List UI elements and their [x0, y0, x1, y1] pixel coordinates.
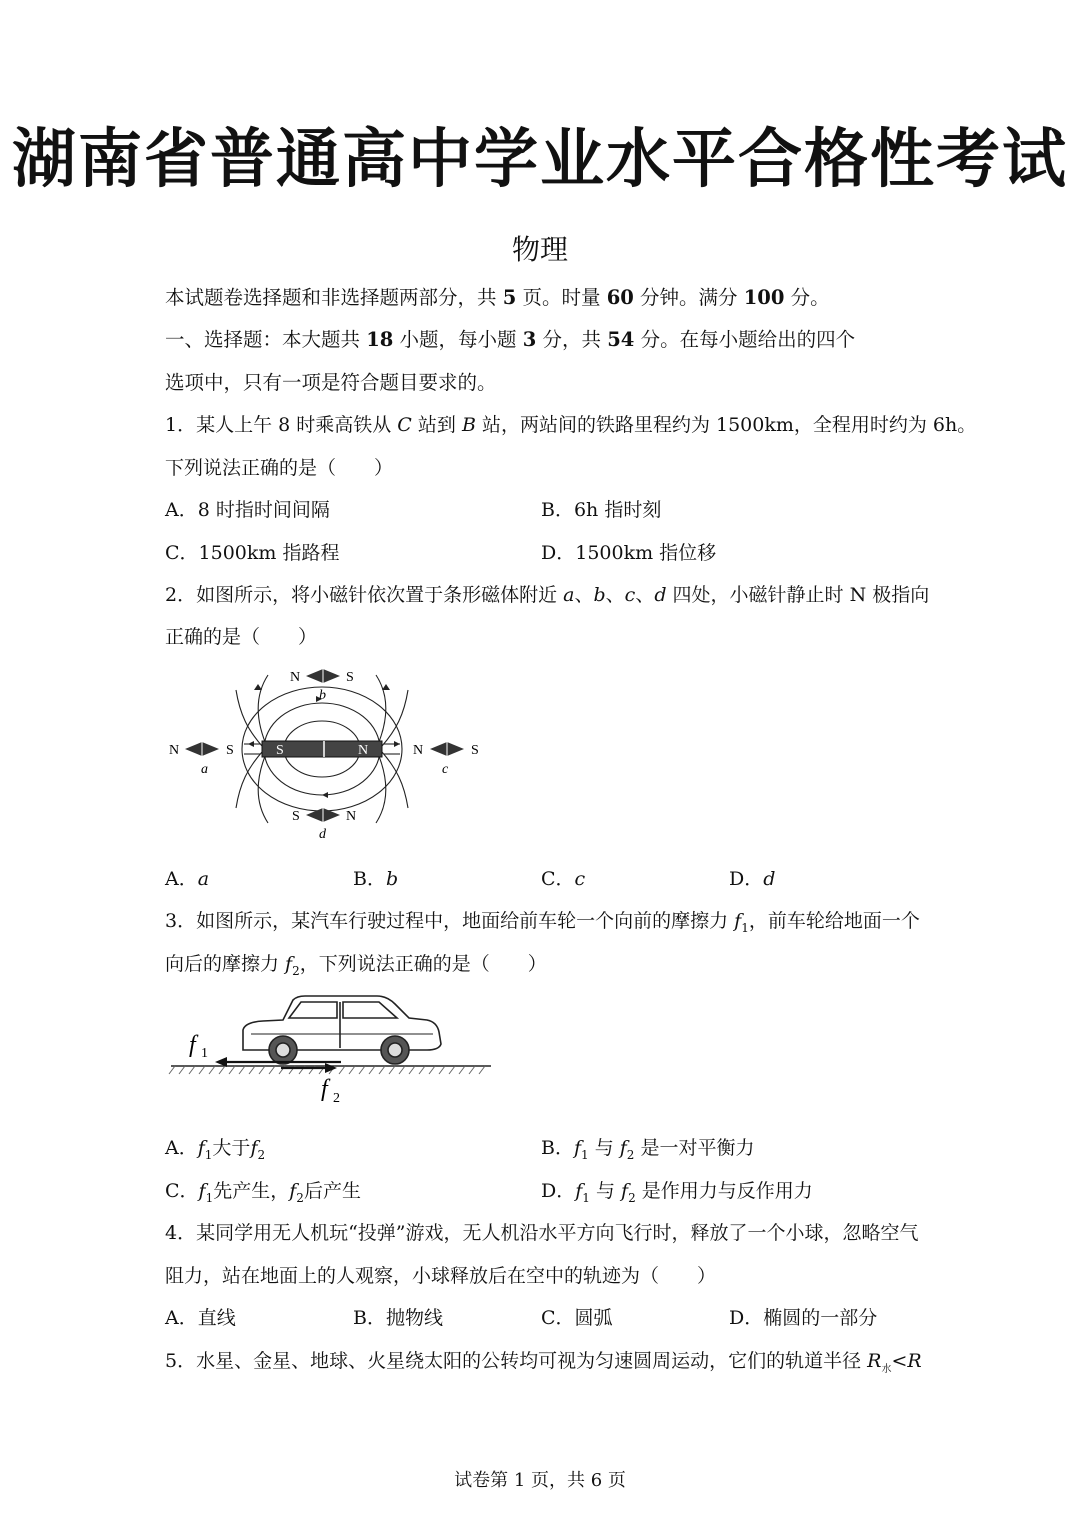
- svg-text:S: S: [292, 809, 300, 824]
- intro-line-1: 本试题卷选择题和非选择题两部分，共 5 页。时量 60 分钟。满分 100 分。: [165, 286, 830, 309]
- svg-text:N: N: [290, 670, 301, 685]
- svg-text:a: a: [201, 762, 208, 777]
- question-3-stem-2: 向后的摩擦力 $f_2$，下列说法正确的是（ ）: [165, 953, 547, 978]
- question-4-stem: 4．某同学用无人机玩“投弹”游戏，无人机沿水平方向飞行时，释放了一个小球，忽略空气: [165, 1222, 919, 1244]
- question-4-stem-2: 阻力，站在地面上的人观察，小球释放后在空中的轨迹为（ ）: [165, 1265, 717, 1287]
- question-3-stem: 3．如图所示，某汽车行驶过程中，地面给前车轮一个向前的摩擦力 $f_1$，前车轮给地面一个: [165, 910, 920, 935]
- svg-text:b: b: [319, 688, 326, 703]
- question-2-stem: 2．如图所示，将小磁针依次置于条形磁体附近 a、b、c、d 四处，小磁针静止时 N 极指向: [165, 584, 930, 606]
- magnet-n-label: N: [358, 743, 369, 758]
- f1-label: f: [189, 1032, 196, 1058]
- svg-text:S: S: [226, 743, 234, 758]
- magnet-n-half: [324, 741, 382, 757]
- magnet-s-label: S: [276, 743, 284, 758]
- svg-text:d: d: [319, 827, 326, 842]
- exam-title: 湖南省普通高中学业水平合格性考试: [12, 122, 1068, 197]
- q2-option-a[interactable]: A．a: [165, 868, 210, 890]
- q3-option-c[interactable]: C．$f_1$先产生，$f_2$后产生: [165, 1180, 361, 1205]
- section-heading-line-1: 一、选择题：本大题共 18 小题，每小题 3 分，共 54 分。在每小题给出的四个: [165, 328, 856, 351]
- q3-option-b[interactable]: B．$f_1$ 与 $f_2$ 是一对平衡力: [541, 1137, 755, 1162]
- magnet-s-half: [262, 741, 324, 757]
- f1-subscript: 1: [201, 1046, 208, 1061]
- q2-option-d[interactable]: D．d: [729, 868, 776, 890]
- q3-option-a[interactable]: A．$f_1$大于$f_2$: [165, 1137, 266, 1162]
- svg-text:S: S: [471, 743, 479, 758]
- svg-text:c: c: [442, 762, 449, 777]
- needle-c: [413, 742, 479, 777]
- needle-d: [292, 808, 356, 842]
- subject-heading: 物理: [511, 233, 568, 266]
- q1-option-b[interactable]: B．6h 指时刻: [541, 499, 662, 521]
- question-1-stem: 1．某人上午 8 时乘高铁从 C 站到 B 站，两站间的铁路里程约为 1500km，全程用时约为 6h。: [165, 414, 977, 436]
- svg-text:N: N: [346, 809, 357, 824]
- q1-option-d[interactable]: D．1500km 指位移: [541, 542, 717, 564]
- magnet-field-figure: [160, 660, 500, 845]
- svg-text:S: S: [346, 670, 354, 685]
- question-1-stem-2: 下列说法正确的是（ ）: [165, 457, 394, 479]
- car-icon: [243, 996, 441, 1064]
- f2-subscript: 2: [333, 1091, 340, 1106]
- question-5-stem: 5．水星、金星、地球、火星绕太阳的公转均可视为匀速圆周运动，它们的轨道半径 $R_水<R$: [165, 1350, 922, 1375]
- q2-option-b[interactable]: B．b: [353, 868, 399, 890]
- svg-text:N: N: [413, 743, 424, 758]
- page-footer: 试卷第 1 页，共 6 页: [454, 1470, 626, 1491]
- needle-b: [290, 669, 354, 703]
- question-2-stem-2: 正确的是（ ）: [165, 626, 318, 648]
- q3-option-d[interactable]: D．$f_1$ 与 $f_2$ 是作用力与反作用力: [541, 1180, 813, 1205]
- f2-label: f: [321, 1076, 328, 1102]
- q1-option-c[interactable]: C．1500km 指路程: [165, 542, 340, 564]
- q4-option-c[interactable]: C．圆弧: [541, 1307, 613, 1329]
- car-friction-figure: [165, 990, 495, 1108]
- needle-a: [169, 742, 234, 777]
- q4-option-a[interactable]: A．直线: [165, 1307, 236, 1329]
- f2-arrow: [281, 1063, 337, 1073]
- q2-option-c[interactable]: C．c: [541, 868, 586, 890]
- q4-option-d[interactable]: D．椭圆的一部分: [729, 1307, 878, 1329]
- q4-option-b[interactable]: B．抛物线: [353, 1307, 443, 1329]
- section-heading-line-2: 选项中，只有一项是符合题目要求的。: [165, 371, 497, 394]
- svg-text:N: N: [169, 743, 180, 758]
- q1-option-a[interactable]: A．8 时指时间间隔: [165, 499, 330, 521]
